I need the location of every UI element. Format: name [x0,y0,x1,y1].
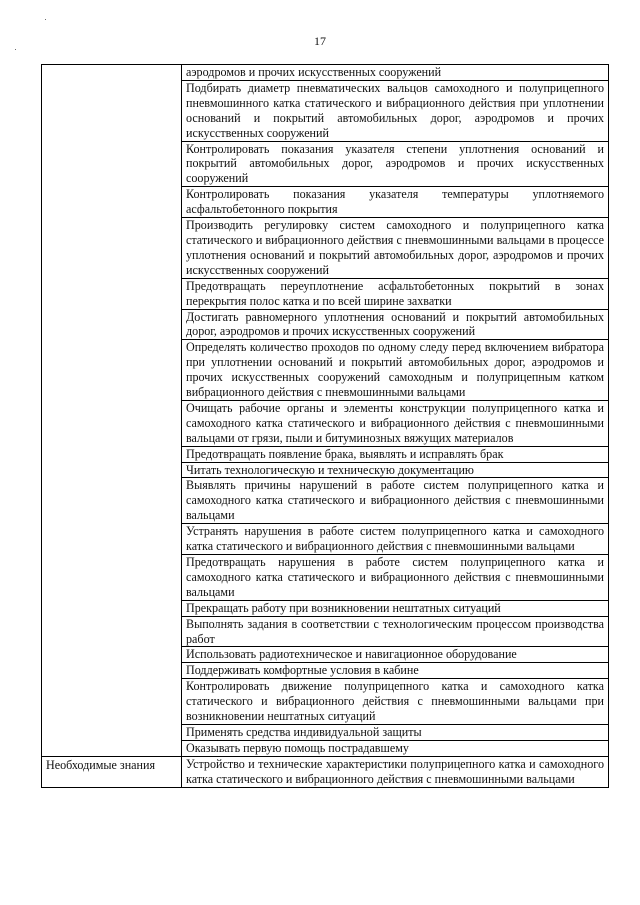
skill-item: Поддерживать комфортные условия в кабине [182,663,609,679]
table-body [42,65,609,788]
skill-item: Выполнять задания в соответствии с технологическим процессом производства работ [182,616,609,647]
scan-mark: · [14,44,17,54]
skill-item: Читать технологическую и техническую документацию [182,462,609,478]
table-row [42,756,609,787]
qualification-table [41,64,609,788]
skill-item: Выявлять причины нарушений в работе систем полуприцепного катка и самоходного катка статического и вибрационного действия с пневмошинными вальцами [182,478,609,524]
skill-item: Предотвращать появление брака, выявлять и исправлять брак [182,446,609,462]
skill-item: Устранять нарушения в работе систем полуприцепного катка и самоходного катка статического и вибрационного действия с пневмошинными вальцами [182,524,609,555]
skill-item: Применять средства индивидуальной защиты [182,724,609,740]
skill-item: аэродромов и прочих искусственных сооружений [182,65,609,81]
skill-item: Использовать радиотехническое и навигационное оборудование [182,647,609,663]
scan-mark: · [44,14,47,24]
skill-item: Подбирать диаметр пневматических вальцов самоходного и полуприцепного пневмошинного катка статического и вибрационного действия при уплотнении оснований и покрытий автомобильных дорог, аэродромов и прочих искусственных сооружений [182,80,609,141]
skill-item: Производить регулировку систем самоходного и полуприцепного катка статического и вибрационного действия с пневмошинными вальцами в процессе уплотнения оснований и покрытий автомобильных дорог, аэродромов и прочих искусственных сооружений [182,218,609,279]
skill-item: Оказывать первую помощь пострадавшему [182,740,609,756]
skill-item: Контролировать движение полуприцепного катка и самоходного катка статического и вибрационного действия с пневмошинными вальцами при возникновении нештатных ситуаций [182,679,609,725]
section-label-cell-empty [42,65,182,757]
section-label: Необходимые знания [42,756,182,787]
skill-item: Очищать рабочие органы и элементы конструкции полуприцепного катка и самоходного катка статического и вибрационного действия с пневмошинными вальцами от грязи, пыли и битуминозных вяжущих материалов [182,400,609,446]
skill-item: Контролировать показания указателя температуры уплотняемого асфальтобетонного покрытия [182,187,609,218]
skill-item: Достигать равномерного уплотнения оснований и покрытий автомобильных дорог, аэродромов и прочих искусственных сооружений [182,309,609,340]
table-row [42,65,609,81]
skill-item: Предотвращать переуплотнение асфальтобетонных покрытий в зонах перекрытия полос катка и по всей ширине захватки [182,278,609,309]
skill-item: Предотвращать нарушения в работе систем полуприцепного катка и самоходного катка статического и вибрационного действия с пневмошинными вальцами [182,555,609,601]
skill-item: Прекращать работу при возникновении нештатных ситуаций [182,600,609,616]
page-number: 17 [314,34,326,48]
skill-item: Контролировать показания указателя степени уплотнения оснований и покрытий автомобильных дорог, аэродромов и прочих искусственных сооружений [182,141,609,187]
knowledge-item: Устройство и технические характеристики полуприцепного катка и самоходного катка статического и вибрационного действия с пневмошинными вальцами [182,756,609,787]
skill-item: Определять количество проходов по одному следу перед включением вибратора при уплотнении оснований и покрытий автомобильных дорог, аэродромов и прочих искусственных сооружений самоходным и полуприцепным катком вибрационного действия с пневмошинными вальцами [182,340,609,401]
